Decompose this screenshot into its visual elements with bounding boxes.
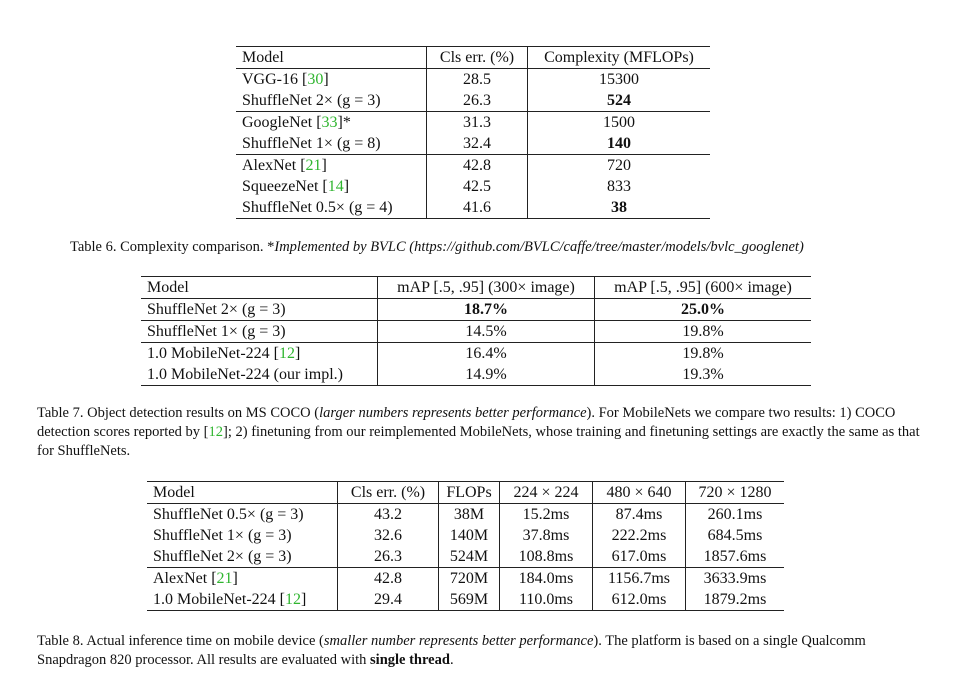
table-row [236,155,710,177]
citation-link[interactable]: 33 [321,114,338,131]
flops-cell: 720M [439,568,500,590]
citation-link[interactable]: 12 [278,345,295,362]
caption-italic-text: smaller number represents better performance [323,633,594,649]
table-row [147,589,784,611]
caption-text: . [449,652,454,668]
citation-link[interactable]: 12 [284,591,301,608]
caption-bold-text: single thread [370,652,450,668]
model-name: AlexNet [153,570,208,587]
time-224-cell: 184.0ms [500,568,593,590]
cls-err-cell: 43.2 [338,504,439,526]
table-row [147,568,784,590]
footnote-mark: * [342,114,351,131]
table-row [141,299,811,321]
model-name: 1.0 MobileNet-224 [147,345,270,362]
model-name-cell: AlexNet [21] [147,568,338,590]
complexity-cell: 1500 [528,112,711,134]
model-name-cell [236,197,427,219]
model-name-cell: 1.0 MobileNet-224 [12] [147,589,338,611]
caption-italic-text: larger numbers represents better performance [319,405,587,421]
time-224-cell: 110.0ms [500,589,593,611]
model-name: ShuffleNet 0.5× (g = 4) [242,199,393,216]
time-480-cell: 617.0ms [593,546,686,568]
model-name: 1.0 MobileNet-224 (our impl.) [147,366,343,383]
header-map-300: mAP [.5, .95] (300× image) [378,277,595,299]
cls-err-cell: 41.6 [427,197,528,219]
caption-italic-text: Implemented by BVLC (https://github.com/BVLC/caffe/tree/master/models/bvlc_googlenet) [274,239,804,255]
citation-link[interactable]: 14 [327,178,344,195]
model-name-cell [141,364,378,386]
table-7-detection [141,276,811,386]
table-7-caption [37,404,927,461]
model-name: ShuffleNet 0.5× (g = 3) [153,506,304,523]
model-name-cell [147,525,338,546]
time-720-cell: 1857.6ms [686,546,785,568]
cls-err-cell: 26.3 [427,90,528,112]
model-name: ShuffleNet 2× (g = 3) [153,548,292,565]
flops-cell: 140M [439,525,500,546]
model-name-cell: 1.0 MobileNet-224 [12] [141,343,378,365]
model-name: SqueezeNet [242,178,319,195]
table-row [147,504,784,526]
map-600-cell: 19.8% [595,343,812,365]
map-300-cell: 18.7% [378,299,595,321]
model-name: ShuffleNet 2× (g = 3) [147,301,286,318]
table-header-row [141,277,811,299]
header-map-600: mAP [.5, .95] (600× image) [595,277,812,299]
model-name-cell [141,299,378,321]
caption-label: Table 7. [37,405,84,421]
cls-err-cell: 32.4 [427,133,528,155]
flops-cell: 569M [439,589,500,611]
model-name-cell [141,321,378,343]
caption-text: ). The platform is based on a single Qualcomm Snapdragon 820 processor. All results are evaluated with [37,633,866,668]
table-row [147,525,784,546]
model-name-cell [147,504,338,526]
cls-err-cell: 31.3 [427,112,528,134]
caption-label: Table 6. [70,239,117,255]
time-720-cell: 3633.9ms [686,568,785,590]
table-row [141,321,811,343]
table-8-caption [37,632,927,670]
table-row [236,197,710,219]
caption-text: Object detection results on MS COCO ( [87,405,320,421]
header-cls-err: Cls err. (%) [338,482,439,504]
flops-cell: 38M [439,504,500,526]
table-row [236,112,710,134]
header-224: 224 × 224 [500,482,593,504]
time-224-cell: 37.8ms [500,525,593,546]
time-480-cell: 1156.7ms [593,568,686,590]
time-720-cell: 260.1ms [686,504,785,526]
time-480-cell: 612.0ms [593,589,686,611]
header-model: Model [147,482,338,504]
cls-err-cell: 26.3 [338,546,439,568]
table-row [141,364,811,386]
table-6-complexity [236,46,710,219]
cls-err-cell: 29.4 [338,589,439,611]
time-720-cell: 684.5ms [686,525,785,546]
complexity-cell: 833 [528,176,711,197]
time-224-cell: 108.8ms [500,546,593,568]
caption-text: ). For MobileNets we compare two results: 1) COCO detection scores reported by [ [37,405,896,440]
complexity-cell: 524 [528,90,711,112]
header-cls-err: Cls err. (%) [427,47,528,69]
map-300-cell: 14.9% [378,364,595,386]
table-row [236,69,710,91]
caption-text: Actual inference time on mobile device ( [86,633,324,649]
header-flops: FLOPs [439,482,500,504]
time-480-cell: 222.2ms [593,525,686,546]
header-720: 720 × 1280 [686,482,785,504]
table-row [236,133,710,155]
table-row [236,176,710,197]
cls-err-cell: 32.6 [338,525,439,546]
model-name-cell: SqueezeNet [14] [242,178,350,195]
table-8-inference-time [147,481,784,611]
header-complexity: Complexity (MFLOPs) [528,47,711,69]
caption-text: ]; 2) finetuning from our reimplemented MobileNets, whose training and finetuning settings are exactly the same as that for ShuffleNets. [37,424,920,459]
time-224-cell: 15.2ms [500,504,593,526]
table-6-caption [70,238,950,257]
model-name: ShuffleNet 1× (g = 3) [153,527,292,544]
cls-err-cell: 42.8 [338,568,439,590]
model-name-cell: AlexNet [21] [236,155,427,177]
complexity-cell: 140 [528,133,711,155]
cls-err-cell: 28.5 [427,69,528,91]
model-name-cell: GoogleNet [33]* [236,112,427,134]
map-600-cell: 19.8% [595,321,812,343]
map-300-cell: 16.4% [378,343,595,365]
time-720-cell: 1879.2ms [686,589,785,611]
table-row [147,546,784,568]
complexity-cell: 38 [528,197,711,219]
citation-link[interactable]: 21 [305,157,322,174]
model-name: ShuffleNet 2× (g = 3) [242,92,381,109]
model-name: VGG-16 [242,71,298,88]
header-model: Model [236,47,427,69]
time-480-cell: 87.4ms [593,504,686,526]
model-name-cell [236,133,427,155]
complexity-cell: 720 [528,155,711,177]
header-model: Model [141,277,378,299]
table-row [236,90,710,112]
model-name-cell: VGG-16 [30] [236,69,427,91]
table-row [141,343,811,365]
citation-link[interactable]: 21 [216,570,233,587]
model-name-cell [147,546,338,568]
model-name: 1.0 MobileNet-224 [153,591,276,608]
map-600-cell: 25.0% [595,299,812,321]
model-name: ShuffleNet 1× (g = 8) [242,135,381,152]
citation-link[interactable]: 30 [307,71,324,88]
header-480: 480 × 640 [593,482,686,504]
caption-text: Complexity comparison. * [120,239,275,255]
cls-err-cell: 42.5 [427,176,528,197]
map-300-cell: 14.5% [378,321,595,343]
model-name: GoogleNet [242,114,313,131]
complexity-cell: 15300 [528,69,711,91]
table-header-row [236,47,710,69]
model-name: ShuffleNet 1× (g = 3) [147,323,286,340]
flops-cell: 524M [439,546,500,568]
citation-link[interactable]: 12 [208,424,224,440]
table-header-row [147,482,784,504]
caption-label: Table 8. [37,633,84,649]
map-600-cell: 19.3% [595,364,812,386]
model-name: AlexNet [242,157,297,174]
cls-err-cell: 42.8 [427,155,528,177]
model-name-cell [236,90,427,112]
